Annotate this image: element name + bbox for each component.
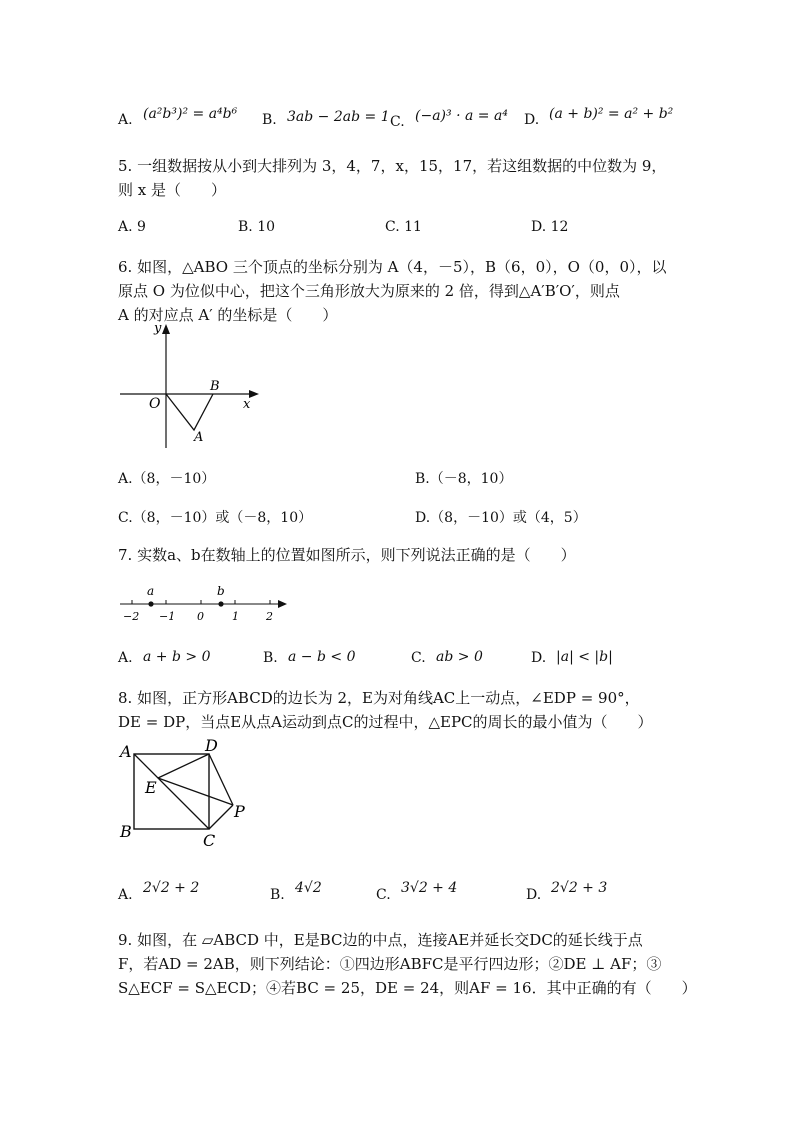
q7-option-a-label: A. xyxy=(118,650,133,666)
q9-stem-line2: F，若AD = 2AB，则下列结论：①四边形ABFC是平行四边形；②DE ⊥ AF；③ xyxy=(118,955,662,973)
tick-label-1: 1 xyxy=(232,610,239,623)
q8-option-d-expr: 2√2 + 3 xyxy=(551,880,608,896)
q7-option-c-label: C. xyxy=(411,650,426,666)
q8-option-a-expr: 2√2 + 2 xyxy=(143,880,200,896)
q4-option-b-label: B. xyxy=(262,112,277,128)
q8-option-c-expr: 3√2 + 4 xyxy=(401,880,458,896)
q8-option-d-label: D. xyxy=(526,887,542,903)
q6-stem-line3: A 的对应点 A′ 的坐标是（ ） xyxy=(118,306,338,324)
point-a-label: a xyxy=(147,584,155,598)
q7-stem-line1: 7. 实数a、b在数轴上的位置如图所示，则下列说法正确的是（ ） xyxy=(118,546,576,564)
q6-option-c: C.（8，－10）或（－8，10） xyxy=(118,510,313,526)
vertex-d-label: D xyxy=(205,736,218,755)
q4-option-c-expr: (−a)³ · a = a⁴ xyxy=(415,108,508,124)
q8-stem-line1: 8. 如图，正方形ABCD的边长为 2，E为对角线AC上一动点，∠EDP = 90°， xyxy=(118,689,640,707)
q9-stem-line1: 9. 如图，在 ▱ABCD 中，E是BC边的中点，连接AE并延长交DC的延长线于点 xyxy=(118,931,643,949)
vertex-a-label: A xyxy=(120,742,132,761)
x-axis-arrow xyxy=(249,390,259,398)
point-a-label: A xyxy=(194,430,204,445)
q7-option-d-expr: |a| < |b| xyxy=(556,649,613,665)
q8-option-b-label: B. xyxy=(270,887,285,903)
q4-option-d-label: D. xyxy=(524,112,540,128)
number-line-arrow xyxy=(278,600,287,608)
q4-option-a-label: A. xyxy=(118,112,133,128)
y-axis-label: y xyxy=(154,321,162,336)
q4-option-b-expr: 3ab − 2ab = 1 xyxy=(287,109,390,125)
q8-option-c-label: C. xyxy=(376,887,391,903)
point-b-dot xyxy=(218,601,223,606)
segment-ed xyxy=(158,754,209,778)
q4-option-a-expr: (a²b³)² = a⁴b⁶ xyxy=(143,106,238,122)
q7-option-c-expr: ab > 0 xyxy=(436,649,483,665)
tick-label-2: 2 xyxy=(266,610,273,623)
q5-option-a: A. 9 xyxy=(118,219,146,235)
triangle-abo xyxy=(166,394,213,430)
point-e-label: E xyxy=(145,778,157,797)
vertex-b-label: B xyxy=(120,822,132,841)
q6-coordinate-figure xyxy=(115,320,265,450)
vertex-c-label: C xyxy=(203,831,216,850)
q8-option-a-label: A. xyxy=(118,887,133,903)
q6-stem-line1: 6. 如图，△ABO 三个顶点的坐标分别为 A（4，－5），B（6，0），O（0，0），以 xyxy=(118,258,667,276)
q7-option-b-label: B. xyxy=(263,650,278,666)
q7-option-b-expr: a − b < 0 xyxy=(288,649,356,665)
q7-number-line xyxy=(115,583,295,625)
q5-option-c: C. 11 xyxy=(385,219,422,235)
tick-label-minus-2: −2 xyxy=(123,610,140,623)
q5-stem-line1: 5. 一组数据按从小到大排列为 3，4，7，x，15，17，若这组数据的中位数为 9， xyxy=(118,157,667,175)
q9-stem-line3: S△ECF = S△ECD；④若BC = 25，DE = 24，则AF = 16．其中正确的有（ ） xyxy=(118,979,697,997)
q6-stem-line2: 原点 O 为位似中心，把这个三角形放大为原来的 2 倍，得到△A′B′O′，则点 xyxy=(118,282,620,300)
point-a-dot xyxy=(148,601,153,606)
q6-option-b: B.（－8，10） xyxy=(415,471,513,487)
q7-option-d-label: D. xyxy=(531,650,547,666)
x-axis-label: x xyxy=(243,397,251,412)
point-b-label: b xyxy=(217,584,225,598)
tick-label-minus-1: −1 xyxy=(159,610,176,623)
q4-option-d-expr: (a + b)² = a² + b² xyxy=(549,106,674,122)
point-p-label: P xyxy=(234,802,245,821)
y-axis-arrow xyxy=(162,324,170,334)
tick-label-0: 0 xyxy=(197,610,204,623)
q8-square-figure xyxy=(112,735,257,850)
q7-option-a-expr: a + b > 0 xyxy=(143,649,211,665)
q6-option-a: A.（8，－10） xyxy=(118,471,216,487)
q5-option-d: D. 12 xyxy=(531,219,569,235)
q8-option-b-expr: 4√2 xyxy=(295,880,322,896)
q5-option-b: B. 10 xyxy=(238,219,276,235)
segment-pc xyxy=(209,805,233,829)
q8-stem-line2: DE = DP，当点E从点A运动到点C的过程中，△EPC的周长的最小值为（ ） xyxy=(118,713,653,731)
point-o-label: O xyxy=(149,396,161,412)
q4-option-c-label: C. xyxy=(390,114,405,130)
q6-option-d: D.（8，－10）或（4，5） xyxy=(415,510,587,526)
q5-stem-line2: 则 x 是（ ） xyxy=(118,181,226,199)
point-b-label: B xyxy=(210,379,220,394)
